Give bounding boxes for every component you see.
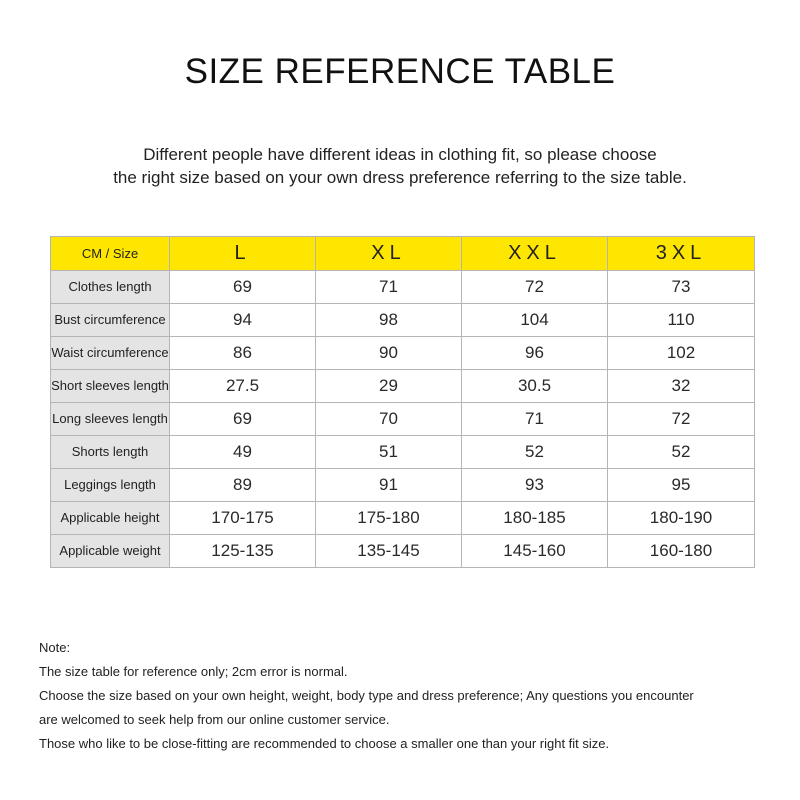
table-row: [51, 469, 755, 502]
notes-heading: Note:: [39, 640, 71, 655]
table-cell: 27.5: [170, 370, 316, 403]
table-row: [51, 436, 755, 469]
table-cell: 135-145: [316, 535, 462, 568]
row-label-cell: Short sleeves length: [51, 370, 170, 403]
table-cell: 95: [608, 469, 755, 502]
table-cell: 94: [170, 304, 316, 337]
table-cell: 180-185: [462, 502, 608, 535]
table-cell: 51: [316, 436, 462, 469]
row-label-cell: Clothes length: [51, 271, 170, 304]
size-header-l: L: [170, 237, 316, 271]
notes-line-1: The size table for reference only; 2cm error is normal.: [39, 664, 348, 679]
table-header-row: [51, 237, 755, 271]
table-row: [51, 502, 755, 535]
table-cell: 29: [316, 370, 462, 403]
row-label-cell: Bust circumference: [51, 304, 170, 337]
table-cell: 102: [608, 337, 755, 370]
row-label-cell: Leggings length: [51, 469, 170, 502]
table-cell: 145-160: [462, 535, 608, 568]
table-cell: 72: [462, 271, 608, 304]
table-cell: 98: [316, 304, 462, 337]
notes-line-4: Those who like to be close-fitting are recommended to choose a smaller one than your right fit size.: [39, 736, 610, 751]
table-row: [51, 304, 755, 337]
table-cell: 110: [608, 304, 755, 337]
table-cell: 71: [316, 271, 462, 304]
table-cell: 72: [608, 403, 755, 436]
table-cell: 91: [316, 469, 462, 502]
table-cell: 71: [462, 403, 608, 436]
row-label-cell: Shorts length: [51, 436, 170, 469]
table-cell: 52: [462, 436, 608, 469]
size-table: [50, 236, 755, 568]
table-cell: 73: [608, 271, 755, 304]
table-cell: 96: [462, 337, 608, 370]
table-cell: 125-135: [170, 535, 316, 568]
notes-line-3: are welcomed to seek help from our online customer service.: [39, 712, 390, 727]
table-cell: 180-190: [608, 502, 755, 535]
table-cell: 49: [170, 436, 316, 469]
table-cell: 70: [316, 403, 462, 436]
notes-section: [39, 636, 789, 756]
intro-line-2: the right size based on your own dress preference referring to the size table.: [113, 168, 687, 187]
table-cell: 86: [170, 337, 316, 370]
table-cell: 170-175: [170, 502, 316, 535]
size-header-3xl: 3XL: [608, 237, 755, 271]
table-cell: 175-180: [316, 502, 462, 535]
row-label-cell: Applicable height: [51, 502, 170, 535]
intro-line-1: Different people have different ideas in clothing fit, so please choose: [143, 145, 657, 164]
table-cell: 52: [608, 436, 755, 469]
row-label-cell: Waist circumference: [51, 337, 170, 370]
table-cell: 32: [608, 370, 755, 403]
table-cell: 30.5: [462, 370, 608, 403]
row-label-cell: Long sleeves length: [51, 403, 170, 436]
page-title: SIZE REFERENCE TABLE: [184, 52, 616, 91]
table-cell: 90: [316, 337, 462, 370]
notes-line-2: Choose the size based on your own height, weight, body type and dress preference; Any questions you encounter: [39, 688, 694, 703]
size-header-xxl: XXL: [462, 237, 608, 271]
table-cell: 89: [170, 469, 316, 502]
table-cell: 69: [170, 271, 316, 304]
table-row: [51, 337, 755, 370]
table-cell: 104: [462, 304, 608, 337]
corner-header-cell: CM / Size: [51, 237, 170, 271]
table-cell: 69: [170, 403, 316, 436]
size-table-body: [51, 237, 755, 568]
table-row: [51, 370, 755, 403]
size-header-xl: XL: [316, 237, 462, 271]
table-row: [51, 271, 755, 304]
table-cell: 160-180: [608, 535, 755, 568]
row-label-cell: Applicable weight: [51, 535, 170, 568]
intro-text: [0, 143, 800, 189]
table-row: [51, 535, 755, 568]
table-cell: 93: [462, 469, 608, 502]
table-row: [51, 403, 755, 436]
